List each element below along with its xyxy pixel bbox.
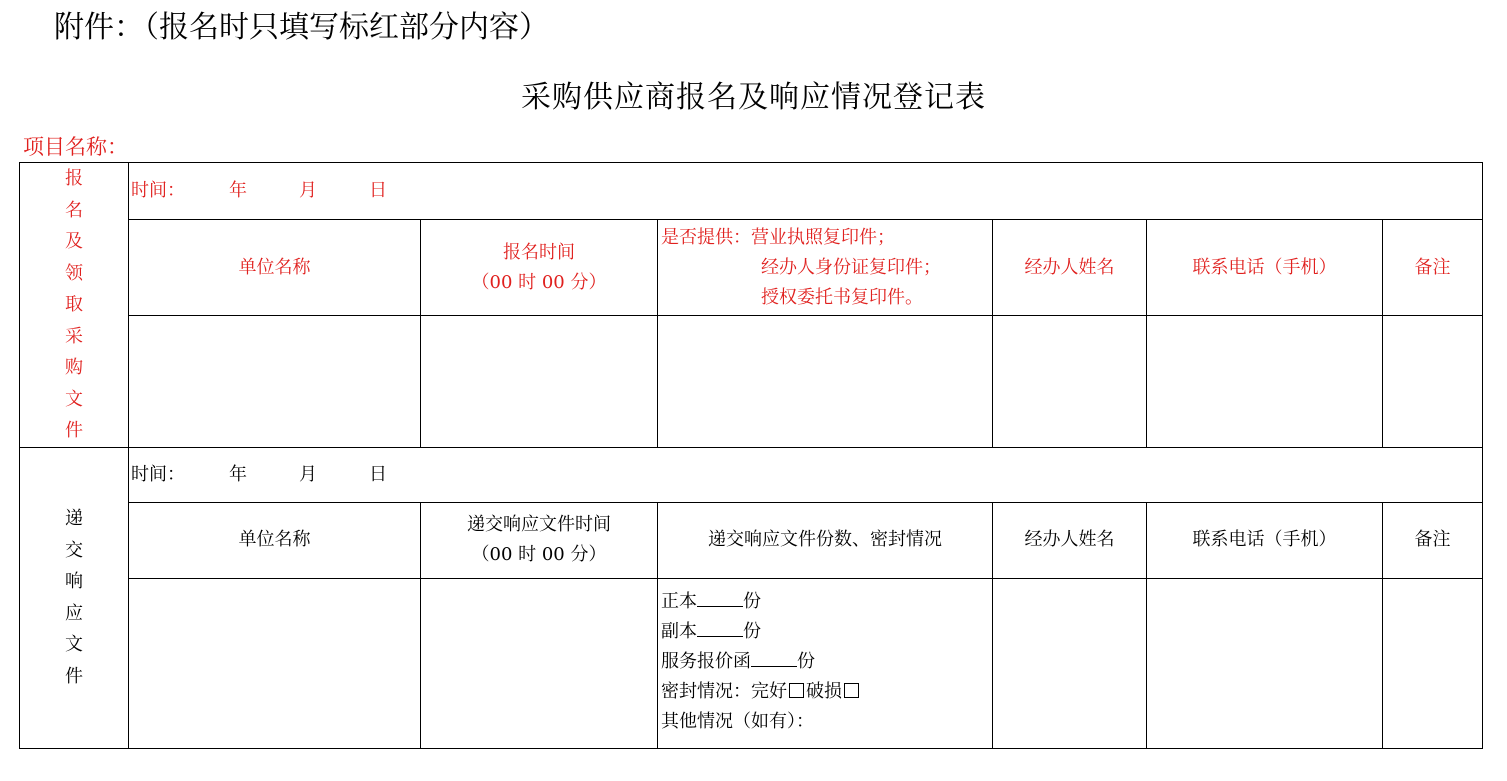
section2-side-char: 响 (65, 571, 83, 592)
section1-side-char: 及 (65, 231, 83, 252)
section1-day: 日 (369, 180, 387, 202)
section2-side-char: 应 (65, 602, 83, 624)
section1-side-label (20, 163, 129, 448)
section1-side-char: 领 (65, 262, 83, 284)
section1-side-char: 报 (65, 168, 83, 189)
section1-side-char: 文 (65, 388, 83, 410)
input-provide-docs[interactable] (658, 316, 993, 447)
header-unit-name: 单位名称 (129, 220, 421, 316)
input2-remark[interactable] (1383, 578, 1483, 748)
original-copies-blank[interactable] (697, 590, 743, 607)
header2-copies-seal: 递交响应文件份数、密封情况 (658, 502, 993, 578)
other-situation-line: 其他情况（如有）： (661, 710, 814, 732)
input2-handler-name[interactable] (993, 578, 1147, 748)
header-remark: 备注 (1383, 220, 1483, 316)
header2-remark: 备注 (1383, 502, 1483, 578)
duplicate-copies-line: 副本 份 (661, 620, 761, 642)
seal-broken-checkbox[interactable] (844, 683, 859, 698)
section1-year: 年 (229, 180, 247, 202)
duplicate-copies-blank[interactable] (697, 620, 743, 637)
registration-table (19, 162, 1483, 749)
section2-side-char: 件 (65, 665, 83, 687)
input-reg-time[interactable] (421, 316, 658, 447)
input2-submit-time[interactable] (421, 578, 658, 748)
section2-month: 月 (299, 463, 317, 485)
header2-unit-name: 单位名称 (129, 502, 421, 578)
section2-year: 年 (229, 463, 247, 485)
section1-side-char: 件 (65, 420, 83, 441)
section2-side-char: 文 (65, 634, 83, 655)
section1-side-char: 购 (65, 357, 83, 378)
header-provide-docs: 是否提供：营业执照复印件； 经办人身份证复印件； 授权委托书复印件。 (658, 220, 993, 316)
quote-letter-blank[interactable] (751, 650, 797, 667)
section1-month: 月 (299, 180, 317, 202)
header2-phone: 联系电话（手机） (1147, 502, 1383, 578)
section2-day: 日 (369, 463, 387, 485)
seal-intact-checkbox[interactable] (789, 683, 804, 698)
section2-side-char: 递 (65, 508, 83, 529)
section1-side-char: 名 (65, 199, 83, 221)
header-handler-name: 经办人姓名 (993, 220, 1147, 316)
project-name-label: 项目名称： (23, 135, 128, 159)
copies-seal-details (658, 578, 993, 748)
section1-time-label: 时间： (131, 180, 185, 202)
section2-side-label (20, 447, 129, 748)
original-copies-line: 正本 份 (661, 590, 761, 612)
input-handler-name[interactable] (993, 316, 1147, 447)
section2-time-row (129, 447, 1483, 502)
header2-handler-name: 经办人姓名 (993, 502, 1147, 578)
section2-time-label: 时间： (131, 463, 185, 485)
section1-side-char: 取 (65, 294, 83, 315)
section1-side-char: 采 (65, 325, 83, 347)
input2-unit-name[interactable] (129, 578, 421, 748)
input2-phone[interactable] (1147, 578, 1383, 748)
input-remark[interactable] (1383, 316, 1483, 447)
quote-letter-line: 服务报价函 份 (661, 650, 815, 672)
section1-time-row (129, 163, 1483, 220)
section2-side-char: 交 (65, 539, 83, 561)
input-phone[interactable] (1147, 316, 1383, 447)
form-title: 采购供应商报名及响应情况登记表 (521, 80, 986, 115)
header2-submit-time: 递交响应文件时间 （00 时 00 分） (421, 502, 658, 578)
header-reg-time: 报名时间 （00 时 00 分） (421, 220, 658, 316)
attachment-header: 附件：（报名时只填写标红部分内容） (54, 10, 549, 45)
seal-status-line: 密封情况：完好 破损 (661, 677, 992, 707)
input-unit-name[interactable] (129, 316, 421, 447)
header-phone: 联系电话（手机） (1147, 220, 1383, 316)
